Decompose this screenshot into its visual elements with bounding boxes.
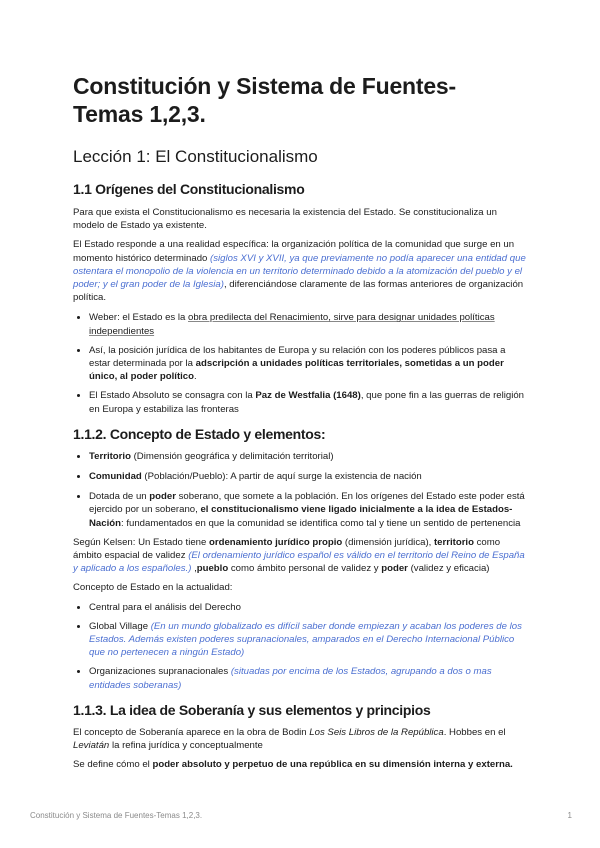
underlined-text: obra predilecta del Renacimiento, sirve para designar unidades políticas independientes [89, 312, 495, 337]
list-item: • Organizaciones supranacionales (situadas por encima de los Estados, agrupando a dos o mas entidades soberanas) [89, 665, 528, 691]
section-1-1-2-heading: 1.1.2. Concepto de Estado y elementos: [73, 425, 326, 442]
italic-note: (El ordenamiento jurídico español es válido en el territorio del Reino de España y aplicado a los españoles.) [73, 550, 525, 575]
paragraph: Según Kelsen: Un Estado tiene ordenamiento jurídico propio (dimensión jurídica), territorio como ámbito espacial de validez (El ordenamiento jurídico español es válido en el territorio del Reino de España y aplicado a los españoles.) ,pueblo como ámbito personal de validez y poder (validez y eficacia) [73, 536, 525, 575]
paragraph: Concepto de Estado en la actualidad: [73, 582, 233, 594]
list-item: • Comunidad (Población/Pueblo): A partir de aquí surge la existencia de nación [89, 470, 528, 483]
bullet-list [73, 601, 528, 692]
footer-title: Constitución y Sistema de Fuentes-Temas 1,2,3. [30, 811, 203, 820]
list-item: • Dotada de un poder soberano, que somete a la población. En los orígenes del Estado este poder está ejercido por un soberano, el constitucionalismo viene ligado inicialmente a la idea de Estados-Nación: fundamentados en que la comunidad se identifica como tal y tiene un sentido de pertenencia [89, 490, 528, 530]
italic-note: (situadas por encima de los Estados, agrupando a dos o mas entidades soberanas) [89, 666, 492, 691]
document-title: Constitución y Sistema de Fuentes- Temas 1,2,3. [73, 73, 456, 127]
paragraph: Para que exista el Constitucionalismo es necesaria la existencia del Estado. Se constitucionaliza un modelo de Estado ya existente. [73, 207, 497, 232]
page-footer [30, 811, 572, 820]
list-item: • Global Village (En un mundo globalizado es difícil saber donde empiezan y acaban los poderes de los Estados. Además existen poderes supranacionales, amparados en el Derecho Internacional Público que no pertenecen a ningún Estado) [89, 620, 528, 660]
bullet-list [73, 311, 528, 415]
page-number: 1 [567, 811, 572, 820]
list-item: • El Estado Absoluto se consagra con la Paz de Westfalia (1648), que pone fin a las guerras de religión en Europa y estabiliza las fronteras [89, 389, 528, 415]
paragraph: El Estado responde a una realidad específica: la organización política de la comunidad que surge en un momento histórico determinado (siglos XVI y XVII, ya que previamente no podía aparecer una entidad que ostentara el monopolio de la violencia en un territorio determinado debido a la atomización del pueblo y el poder; y el gran poder de la Iglesia), diferenciándose claramente de las formas anteriores de organización política. [73, 239, 526, 304]
list-item: • Weber: el Estado es la obra predilecta del Renacimiento, sirve para designar unidades políticas independientes [89, 311, 528, 337]
list-item: • Territorio (Dimensión geográfica y delimitación territorial) [89, 450, 528, 463]
section-1-1-3-heading: 1.1.3. La idea de Soberanía y sus elementos y principios [73, 701, 431, 718]
lesson-title: Lección 1: El Constitucionalismo [73, 147, 318, 166]
paragraph: El concepto de Soberanía aparece en la obra de Bodin Los Seis Libros de la República. Hobbes en el Leviatán la refina jurídica y conceptualmente [73, 726, 506, 752]
italic-note: (siglos XVI y XVII, ya que previamente no podía aparecer una entidad que ostentara el monopolio de la violencia en un territorio determinado debido a la atomización del pueblo y el poder; y el gran poder de la Iglesia) [73, 252, 526, 291]
bullet-list [73, 450, 528, 530]
list-item: • Así, la posición jurídica de los habitantes de Europa y su relación con los poderes públicos pasa a estar determinada por la adscripción a unidades políticas territoriales, sometidas a un poder único, al poder político. [89, 344, 528, 384]
italic-note: (En un mundo globalizado es difícil saber donde empiezan y acaban los poderes de los Estados. Además existen poderes supranacionales, amparados en el Derecho Internacional Público que no pertenecen a ningún Estado) [89, 620, 522, 659]
document-page [73, 72, 528, 772]
section-1-1-heading: 1.1 Orígenes del Constitucionalismo [73, 181, 305, 197]
paragraph: Se define cómo el poder absoluto y perpetuo de una república en su dimensión interna y externa. [73, 759, 513, 771]
list-item: • Central para el análisis del Derecho [89, 601, 528, 614]
